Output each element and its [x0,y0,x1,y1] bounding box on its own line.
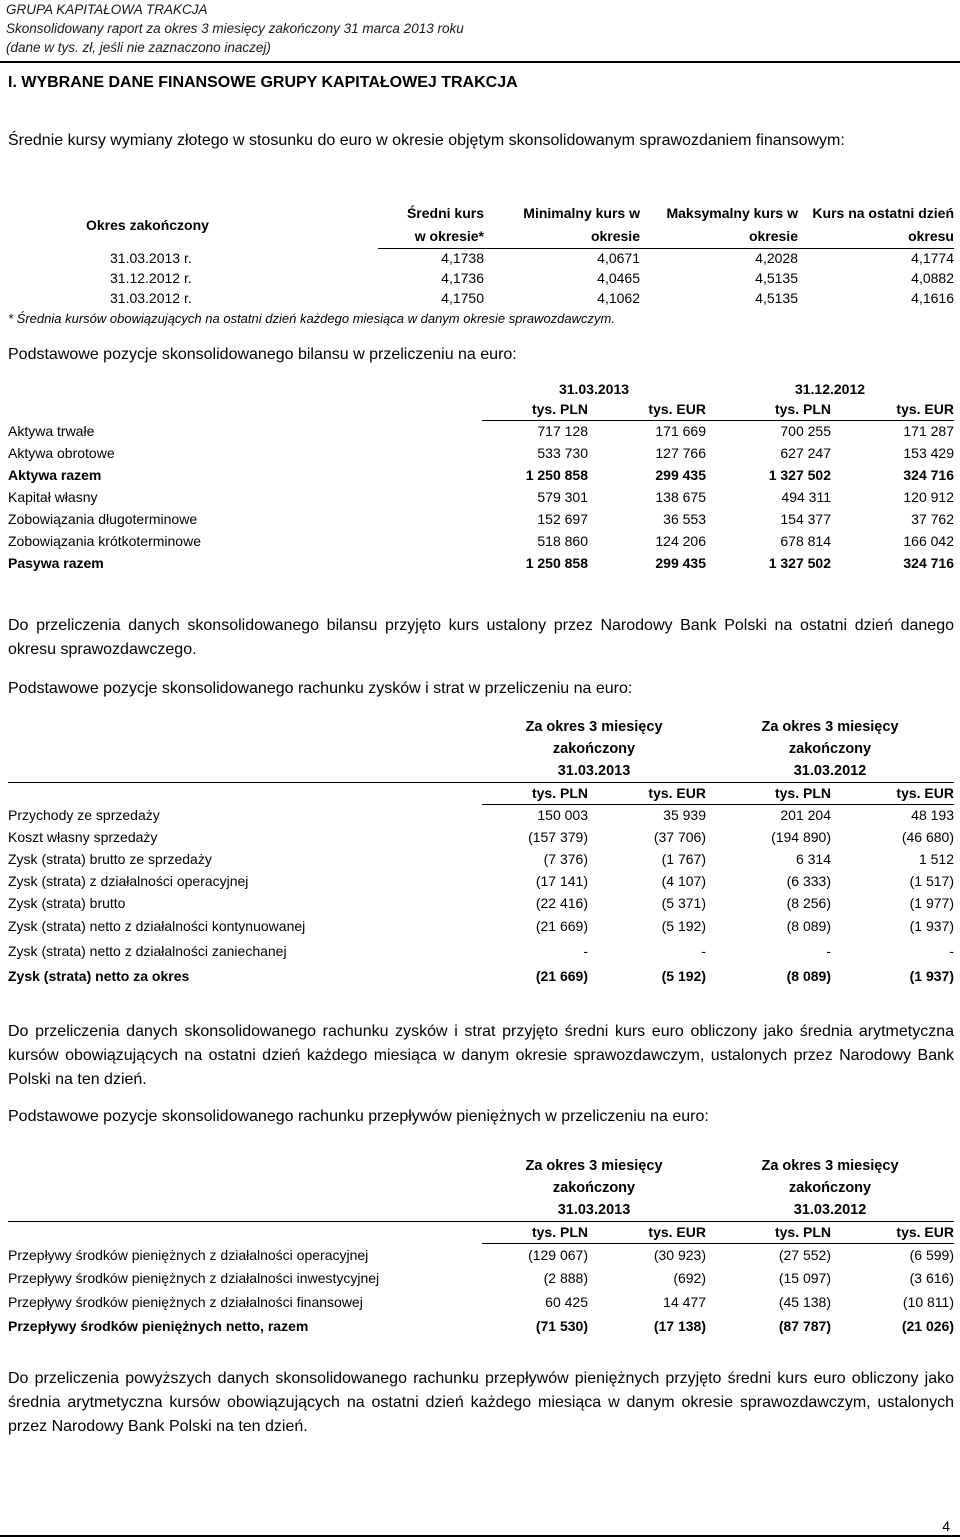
cell-value: - [949,942,954,959]
cashflow-period-2-date: 31.03.2012 [793,1201,867,1218]
col-pln: tys. PLN [482,1221,588,1243]
cell-value: 627 247 [780,445,831,461]
row-label: Przepływy środków pieniężnych netto, razem [8,1318,309,1334]
cell-value: (3 616) [909,1270,954,1286]
row-label: Pasywa razem [8,555,104,571]
cell-value: 120 912 [903,489,954,505]
cell-value: 299 435 [655,467,706,483]
row-label: Kapitał własny [8,489,98,505]
cell-value: 533 730 [537,445,588,461]
table-row [8,508,954,530]
col-pln: tys. PLN [482,399,588,420]
cell-value: - [583,942,588,959]
cashflow-period-1-line2: zakończony [552,1180,636,1196]
cell-value: (2 888) [543,1270,588,1286]
cashflow-period-2-line1: Za okres 3 miesięcy [761,1158,899,1174]
balance-note: Do przeliczenia danych skonsolidowanego bilansu przyjęto kurs ustalony przez Narodowy Bank Polski na ostatni dzień danego okresu sprawozdawczego. [8,617,954,658]
balance-date-1: 31.03.2013 [558,380,630,397]
cell-value: (4 107) [661,873,706,889]
header-report-title: Skonsolidowany raport za okres 3 miesięcy zakończony 31 marca 2013 roku [6,21,464,36]
col-eur: tys. EUR [831,782,954,804]
table-row [8,914,954,938]
fx-value: 4,1750 [441,290,484,306]
cell-value: 152 697 [537,511,588,527]
table-row [8,442,954,464]
cell-value: (21 669) [535,967,588,984]
cell-value: 154 377 [780,511,831,527]
income-period-2-date: 31.03.2012 [793,762,867,779]
cashflow-note: Do przeliczenia powyższych danych skonsolidowanego rachunku przepływów pieniężnych przyjęto średni kurs euro obliczony jako średnia arytmetyczna kursów obowiązujących na ostatni dzień każdego miesiąca w danym okresie sprawozdawczym, ustalonych przez Narodowy Bank Polski na ten dzień. [8,1370,954,1435]
row-label: Aktywa razem [8,467,102,483]
cell-value: 678 814 [780,533,831,549]
cell-value: 6 314 [795,851,831,867]
cell-value: (8 089) [786,967,831,984]
cell-value: - [826,942,831,959]
cell-value: 299 435 [655,555,706,571]
cell-value: 37 762 [911,511,954,527]
cell-value: (15 097) [778,1270,831,1286]
col-eur: tys. EUR [588,1221,706,1243]
income-period-1-date: 31.03.2013 [557,762,631,779]
row-label: Aktywa trwałe [8,423,95,439]
fx-value: 4,1774 [911,250,954,267]
cell-value: - [701,942,706,959]
cashflow-table [8,1155,954,1338]
balance-title: Podstawowe pozycje skonsolidowanego bilansu w przeliczeniu na euro: [8,346,517,363]
col-eur: tys. EUR [588,782,706,804]
col-pln: tys. PLN [706,399,831,420]
footer-divider [0,1535,960,1537]
row-label: Przychody ze sprzedaży [8,807,160,823]
fx-rates-table [8,202,954,308]
cell-value: 1 512 [918,851,954,867]
cell-value: (5 371) [661,895,706,911]
fx-value: 4,1062 [597,290,640,306]
cell-value: 324 716 [903,555,954,571]
cell-value: 36 553 [663,511,706,527]
row-label: Zobowiązania krótkoterminowe [8,533,201,549]
cell-value: 171 669 [655,423,706,440]
fx-col-max-2: okresie [640,224,798,248]
row-label: Zysk (strata) brutto ze sprzedaży [8,851,212,867]
table-row [8,892,954,914]
cell-value: (1 517) [909,873,954,889]
cashflow-title: Podstawowe pozycje skonsolidowanego rachunku przepływów pieniężnych w przeliczeniu na euro: [8,1108,709,1125]
fx-value: 4,0882 [911,270,954,286]
cell-value: 124 206 [655,533,706,549]
cell-value: (5 192) [661,967,706,984]
cell-value: 717 128 [537,423,588,440]
fx-value: 4,5135 [755,270,798,286]
header-units-note: (dane w tys. zł, jeśli nie zaznaczono inaczej) [6,40,271,55]
cell-value: (5 192) [661,918,706,934]
cell-value: 579 301 [537,489,588,505]
income-title: Podstawowe pozycje skonsolidowanego rachunku zysków i strat w przeliczeniu na euro: [8,680,633,697]
fx-footnote: * Średnia kursów obowiązujących na ostatni dzień każdego miesiąca w danym okresie sprawozdawczym. [8,311,615,326]
cell-value: 201 204 [780,807,831,824]
fx-period: 31.03.2012 r. [110,290,192,306]
cell-value: 518 860 [537,533,588,549]
fx-value: 4,1738 [441,250,484,267]
col-pln: tys. PLN [482,782,588,804]
row-label: Zobowiązania długoterminowe [8,511,198,527]
fx-period: 31.12.2012 r. [110,270,192,286]
table-row [8,1266,954,1290]
cell-value: 700 255 [780,423,831,440]
table-row [8,288,954,308]
income-period-1-line2: zakończony [552,741,636,757]
cell-value: (157 379) [528,829,588,845]
fx-value: 4,5135 [755,290,798,306]
col-eur: tys. EUR [588,399,706,420]
cell-value: (46 680) [901,829,954,845]
cell-value: (21 026) [901,1318,954,1334]
balance-date-2: 31.12.2012 [794,380,866,397]
cell-value: 1 327 502 [768,467,831,483]
cell-value: (1 937) [909,967,954,984]
cell-value: (1 977) [909,895,954,911]
table-row [8,826,954,848]
cell-value: (27 552) [778,1246,831,1263]
cell-value: (22 416) [535,895,588,911]
page-number: 4 [942,1518,950,1534]
cashflow-period-1-date: 31.03.2013 [557,1201,631,1218]
row-label: Przepływy środków pieniężnych z działalności inwestycyjnej [8,1270,380,1286]
fx-col-min: Minimalny kurs w [523,205,640,221]
cell-value: 127 766 [655,445,706,461]
row-label: Zysk (strata) netto z działalności kontynuowanej [8,918,306,934]
fx-period: 31.03.2013 r. [110,250,192,266]
fx-col-avg: Średni kurs [406,205,484,221]
row-label: Zysk (strata) netto z działalności zaniechanej [8,942,287,959]
table-row [8,848,954,870]
table-row [8,486,954,508]
fx-value: 4,0465 [597,270,640,286]
table-row [8,552,954,574]
cell-value: (10 811) [902,1294,954,1310]
table-row [8,268,954,288]
fx-col-period: Okres zakończony [86,217,209,233]
cell-value: 1 250 858 [525,467,588,483]
col-eur: tys. EUR [831,399,954,420]
section-title: I. WYBRANE DANE FINANSOWE GRUPY KAPITAŁOWEJ TRAKCJA [8,74,518,91]
cell-value: 1 327 502 [768,555,831,571]
cell-value: (1 767) [661,851,706,867]
cell-value: (30 923) [653,1246,706,1263]
header-company: GRUPA KAPITAŁOWA TRAKCJA [6,2,208,17]
cell-value: 150 003 [537,807,588,824]
cell-value: 324 716 [903,467,954,483]
income-period-1-line1: Za okres 3 miesięcy [525,719,663,735]
table-row [8,870,954,892]
fx-value: 4,1616 [911,290,954,306]
cell-value: (37 706) [653,829,706,845]
col-eur: tys. EUR [831,1221,954,1243]
row-label: Przepływy środków pieniężnych z działalności operacyjnej [8,1246,369,1263]
document-header [6,0,464,57]
row-label: Zysk (strata) netto za okres [8,967,190,984]
fx-col-avg-2: w okresie* [378,224,484,248]
cell-value: (129 067) [528,1246,588,1263]
table-row [8,248,954,268]
cell-value: 60 425 [545,1294,588,1310]
cell-value: (692) [673,1270,706,1286]
cell-value: (194 890) [771,829,831,845]
table-row [8,1243,954,1266]
table-row [8,1290,954,1314]
fx-col-last-2: okresu [798,224,954,248]
row-label: Zysk (strata) z działalności operacyjnej [8,873,249,889]
table-row [8,804,954,826]
cell-value: (17 141) [535,873,588,889]
cell-value: (87 787) [778,1318,831,1334]
table-row [8,963,954,988]
fx-value: 4,1736 [441,270,484,286]
fx-intro: Średnie kursy wymiany złotego w stosunku do euro w okresie objętym skonsolidowanym sprawozdaniem finansowym: [8,132,845,149]
fx-col-min-2: okresie [484,224,640,248]
fx-col-last: Kurs na ostatni dzień [812,205,954,221]
income-period-2-line2: zakończony [788,741,872,757]
cell-value: (1 937) [909,918,954,934]
cell-value: (6 333) [786,873,831,889]
cashflow-period-1-line1: Za okres 3 miesięcy [525,1158,663,1174]
income-note: Do przeliczenia danych skonsolidowanego rachunku zysków i strat przyjęto średni kurs euro obliczony jako średnia arytmetyczna kursów obowiązujących na ostatni dzień każdego miesiąca w danym okresie sprawozdawczym, ustalonych przez Narodowy Bank Polski na ten dzień. [8,1023,954,1088]
cashflow-period-2-line2: zakończony [788,1180,872,1196]
row-label: Przepływy środków pieniężnych z działalności finansowej [8,1294,363,1310]
col-pln: tys. PLN [706,1221,831,1243]
cell-value: (17 138) [653,1318,706,1334]
table-row [8,420,954,442]
cell-value: 35 939 [663,807,706,824]
cell-value: 1 250 858 [525,555,588,571]
table-row [8,464,954,486]
cell-value: 138 675 [655,489,706,505]
fx-value: 4,2028 [755,250,798,267]
header-divider [0,61,960,63]
cell-value: (6 599) [909,1246,954,1263]
cell-value: 48 193 [911,807,954,824]
fx-value: 4,0671 [597,250,640,267]
fx-col-max: Maksymalny kurs w [666,205,798,221]
income-table [8,716,954,988]
cell-value: 14 477 [663,1294,706,1310]
cell-value: (7 376) [543,851,588,867]
cell-value: (45 138) [778,1294,831,1310]
income-period-2-line1: Za okres 3 miesięcy [761,719,899,735]
balance-table [8,378,954,574]
cell-value: 153 429 [903,445,954,461]
cell-value: (8 089) [786,918,831,934]
table-row [8,530,954,552]
row-label: Aktywa obrotowe [8,445,115,461]
row-label: Koszt własny sprzedaży [8,829,158,845]
table-row [8,1314,954,1338]
cell-value: 171 287 [903,423,954,440]
row-label: Zysk (strata) brutto [8,895,126,911]
cell-value: 166 042 [903,533,954,549]
cell-value: (8 256) [786,895,831,911]
cell-value: (71 530) [535,1318,588,1334]
cell-value: 494 311 [781,489,831,505]
col-pln: tys. PLN [706,782,831,804]
cell-value: (21 669) [535,918,588,934]
table-row [8,938,954,963]
